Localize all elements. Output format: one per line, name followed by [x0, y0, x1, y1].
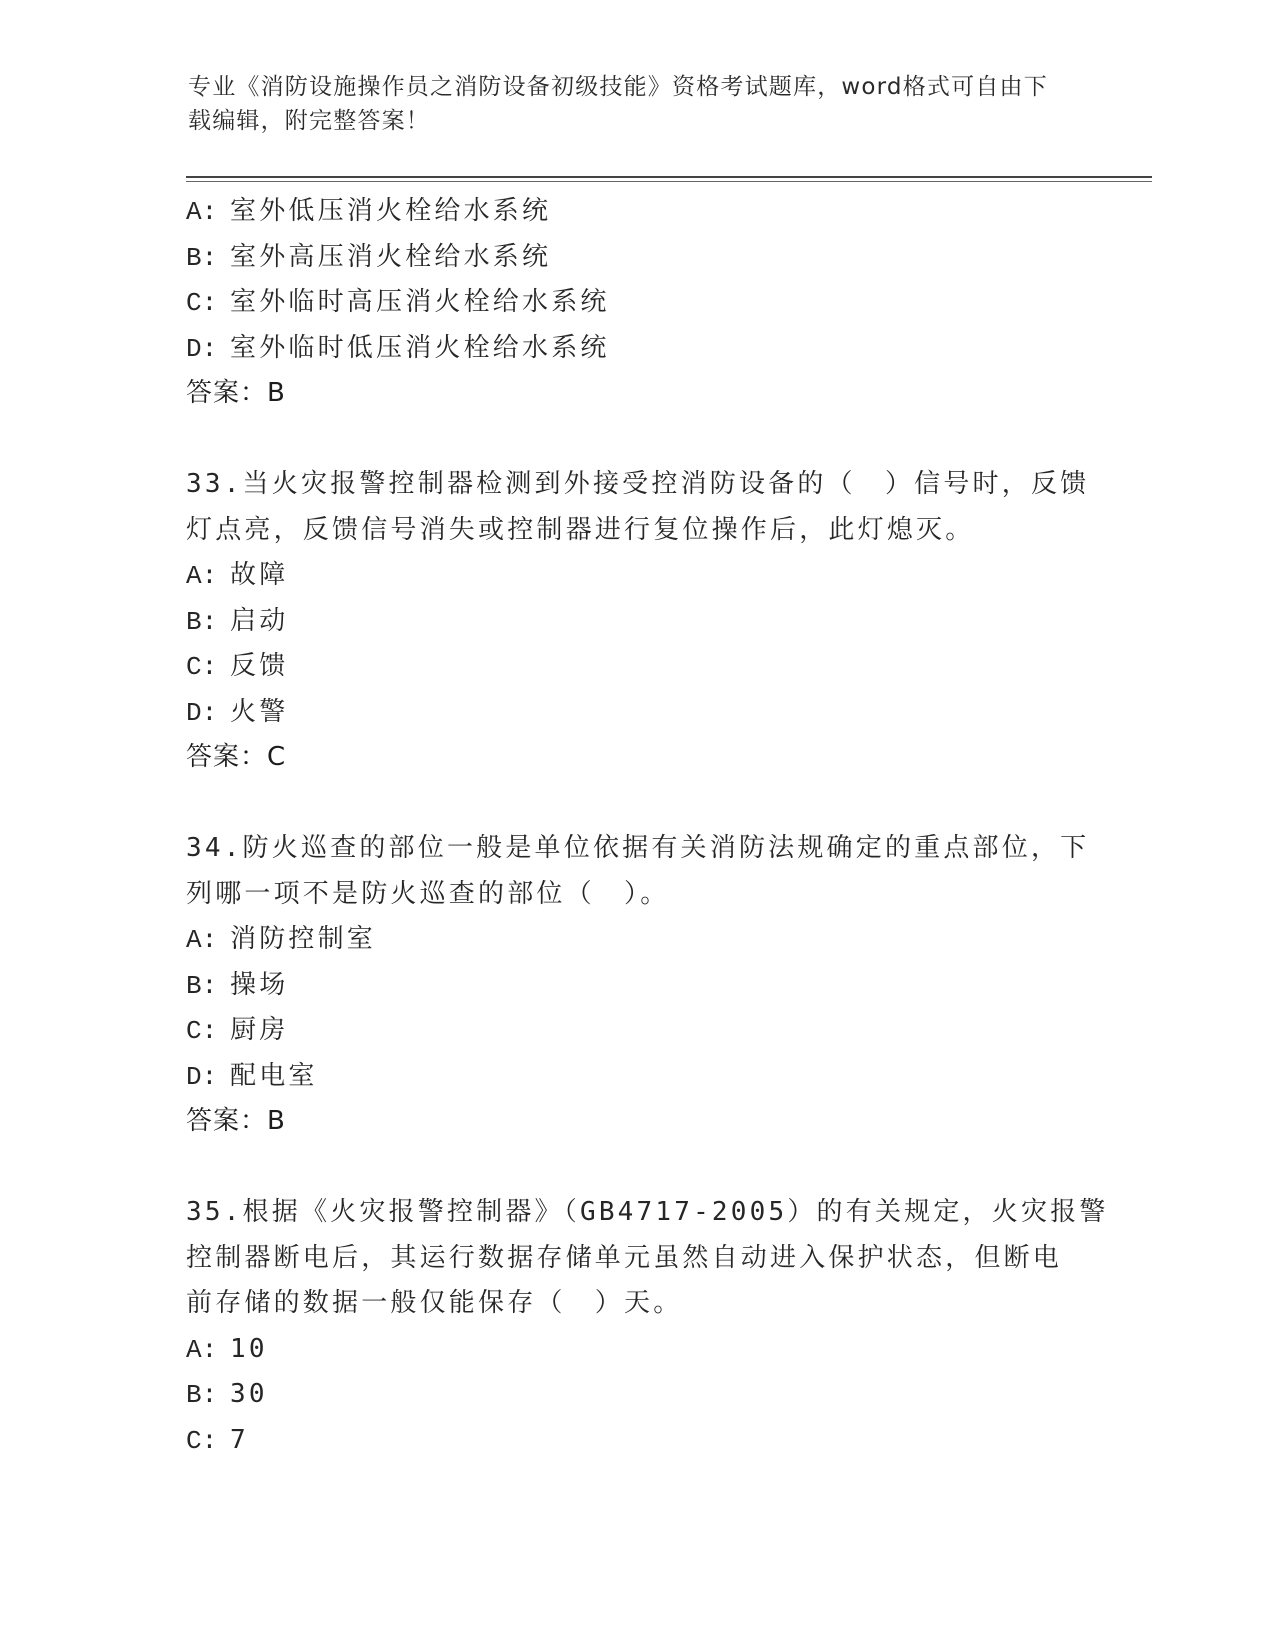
question-32 — [186, 189, 1086, 417]
answer-line: 答案：B — [186, 1106, 286, 1136]
question-text-line: 33.当火灾报警控制器检测到外接受控消防设备的（ ）信号时，反馈 — [186, 469, 1090, 499]
option-d: D: 配电室 — [186, 1060, 318, 1092]
option-a: A: 室外低压消火栓给水系统 — [186, 196, 552, 227]
question-text-line: 控制器断电后，其运行数据存储单元虽然自动进入保护状态，但断电 — [186, 1242, 1063, 1273]
option-b: B: 室外高压消火栓给水系统 — [186, 241, 552, 273]
option-a: A: 消防控制室 — [186, 924, 377, 955]
question-list — [186, 189, 1109, 1463]
option-a: A: 10 — [186, 1333, 268, 1365]
document-header — [188, 70, 1068, 138]
spacer — [186, 1145, 1086, 1191]
question-35 — [186, 1190, 1109, 1463]
question-34 — [186, 826, 1090, 1145]
option-b: B: 操场 — [186, 969, 289, 1001]
option-c: C: 反馈 — [186, 651, 289, 682]
option-c: C: 室外临时高压消火栓给水系统 — [186, 287, 610, 318]
header-line-1: 专业《消防设施操作员之消防设备初级技能》资格考试题库，word格式可自由下 — [188, 74, 1048, 100]
answer-line: 答案：B — [186, 378, 286, 408]
option-b: B: 启动 — [186, 605, 289, 637]
header-divider-thin — [186, 181, 1152, 182]
answer-line: 答案：C — [186, 742, 287, 772]
header-line-2: 载编辑，附完整答案！ — [188, 108, 430, 134]
question-text-line: 34.防火巡查的部位一般是单位依据有关消防法规确定的重点部位，下 — [186, 833, 1090, 863]
option-d: D: 火警 — [186, 696, 289, 728]
header-divider — [186, 176, 1152, 178]
option-c: C: 厨房 — [186, 1015, 289, 1046]
option-a: A: 故障 — [186, 560, 289, 591]
question-33 — [186, 462, 1090, 781]
question-text-line: 列哪一项不是防火巡查的部位（ ）。 — [186, 878, 670, 909]
question-text-line: 灯点亮，反馈信号消失或控制器进行复位操作后，此灯熄灭。 — [186, 514, 975, 545]
question-text-line: 前存储的数据一般仅能保存（ ）天。 — [186, 1288, 683, 1318]
question-text-line: 35.根据《火灾报警控制器》（GB4717-2005）的有关规定，火灾报警 — [186, 1197, 1109, 1227]
option-b: B: 30 — [186, 1379, 268, 1410]
spacer — [186, 781, 1086, 827]
option-d: D: 室外临时低压消火栓给水系统 — [186, 332, 610, 364]
spacer — [186, 417, 1086, 463]
option-c: C: 7 — [186, 1424, 249, 1456]
